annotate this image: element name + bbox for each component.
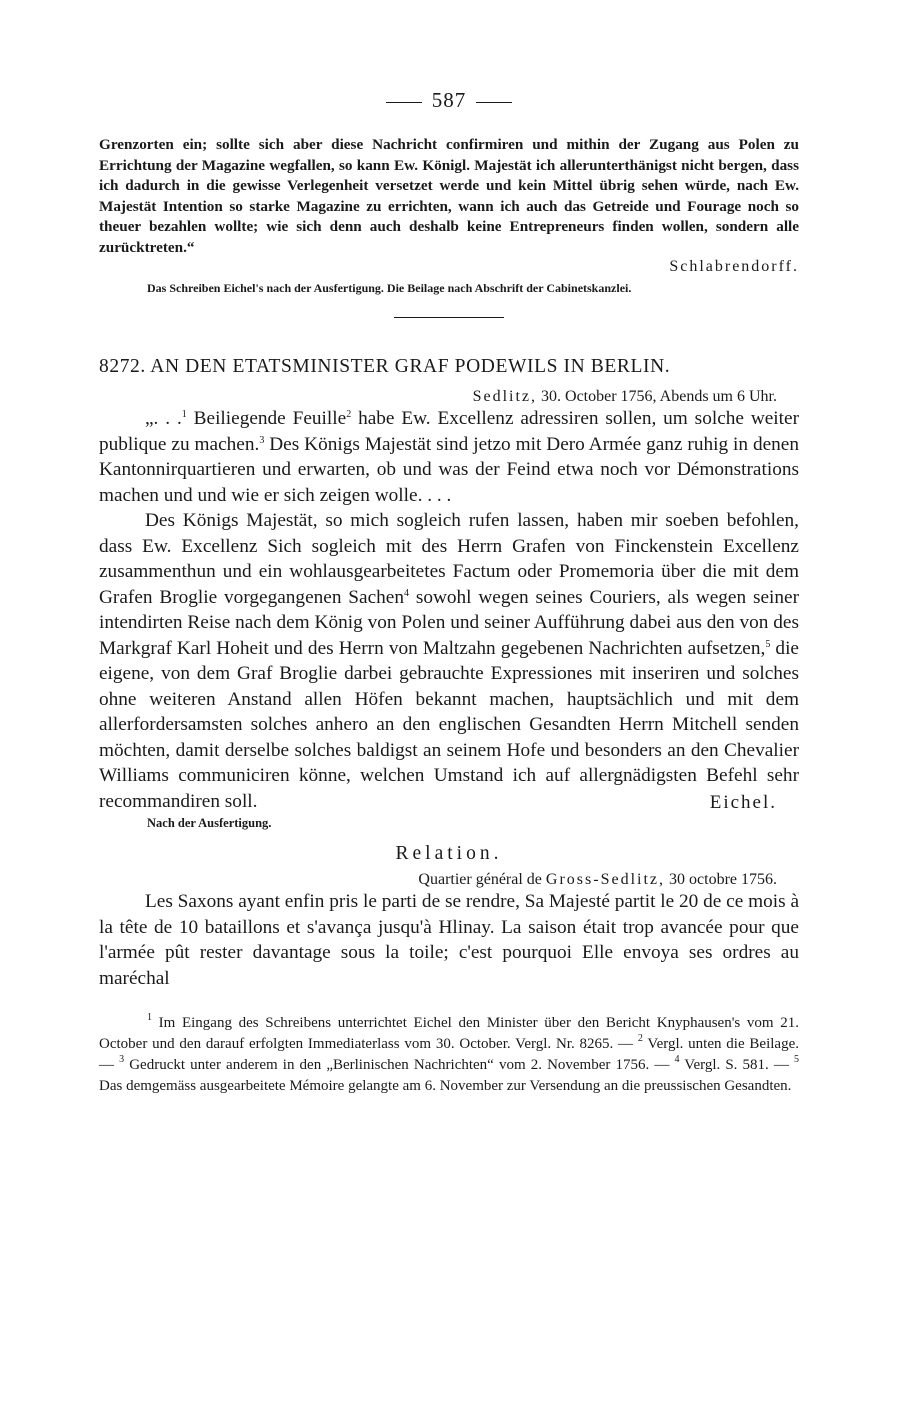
previous-letter-ending <box>99 135 799 277</box>
relation-body <box>99 889 799 991</box>
section-divider <box>394 317 504 318</box>
dateline-place: Sedlitz, <box>472 388 538 406</box>
dateline-date: 30. October 1756, Abends um 6 Uhr. <box>541 388 777 406</box>
page-header <box>99 88 799 113</box>
previous-letter-text: Grenzorten ein; sollte sich aber diese Nachricht confirmiren und mithin der Zugang aus Polen zu Errichtung der Magazine wegfallen, so kann Ew. Königl. Majestät ich allerunterthänigst nicht bergen, dass ich dadurch in die gewisse Verlegenheit versetzet werde und kein Mittel übrig sehen würde, nach Ew. Majestät Intention so starke Magazine zu errichten, wann ich auch das Getreide und Fourage noch so theuer bezahlen wollte; wie sich denn auch deshalb keine Entrepreneurs finden wollen, sondern alle zurücktreten.“ <box>99 136 799 256</box>
signature-schlabrendorff: Schlabrendorff. <box>669 257 799 275</box>
letter-paragraph-1: „. . .$^1$ Beiliegende Feuille$^2$ habe Ew. Excellenz adressiren sollen, um solche weiter publique zu machen.$^3$ Des Königs Majestät sind jetzo mit Dero Armée ganz ruhig in denen Kantonnirquartieren und erwarten, ob und was der Feind etwa noch vor Démonstrations machen und und wie er sich zeigen wolle. . . . <box>99 408 800 506</box>
footnote-ref-5: 5 <box>765 638 771 650</box>
header-dash-right <box>476 102 512 103</box>
letter-dateline <box>99 388 777 406</box>
relation-paragraph-1: Les Saxons ayant enfin pris le parti de se rendre, Sa Majesté partit le 20 de ce mois à la tête de 10 bataillons et s'avança jusqu'à Hlinay. La saison était trop avancée pour que l'armée pût rester davantage sous la toile; c'est pourquoi Elle envoya ses ordres au maréchal <box>99 891 799 989</box>
footnotes <box>99 1013 799 1097</box>
footnote-block: $^1$ Im Eingang des Schreibens unterrichtet Eichel den Minister über den Bericht Knyphausen's vom 21. October und den darauf erfolgten Immediaterlass vom 30. October. Vergl. Nr. 8265. — $^2$ Vergl. unten die Beilage. — $^3$ Gedruckt unter anderem in den „Berlinischen Nachrichten“ vom 2. November 1756. — $^4$ Vergl. S. 581. — $^5$ Das demgemäss ausgearbeitete Mémoire gelangte am 6. November zur Versendung an die preussischen Gesandten. <box>99 1012 799 1095</box>
footnote-ref-2: 2 <box>346 409 352 421</box>
relation-title: Relation. <box>395 843 503 865</box>
source-note: Das Schreiben Eichel's nach der Ausfertigung. Die Beilage nach Abschrift der Cabinetskanzlei. <box>147 281 632 296</box>
letter-source-note: Nach der Ausfertigung. <box>147 816 272 831</box>
header-dash-left <box>386 102 422 103</box>
letter-body <box>99 406 799 814</box>
letter-paragraph-2: Des Königs Majestät, so mich sogleich rufen lassen, haben mir soeben befohlen, dass Ew. Excellenz Sich sogleich mit des Herrn Grafen von Finckenstein Excellenz zusammenthun und ein wohlausgearbeitetes Factum oder Promemoria über die mit dem Grafen Broglie vorgegangenen Sachen$^4$ sowohl wegen seines Couriers, als wegen seiner intendirten Reise nach dem König von Polen und seiner Aufführung dabei aus den von des Markgraf Karl Hoheit und des Herrn von Maltzahn gegebenen Nachrichten aufsetzen,$^5$ die eigene, von dem Graf Broglie darbei gebrauchte Expressiones mit inseriren und solches ohne weiteren Anstand allen Höfen bekannt machen, hauptsächlich und mit dem allerfordersamsten solches anhero an den englischen Gesandten Herrn Mitchell senden möchten, damit derselbe solches baldigst an seinem Hofe und besonders an den Chevalier Williams communiciren könne, welchen Umstand ich auf allergnädigsten Befehl sehr recommandiren soll. <box>99 510 799 812</box>
footnote-ref-4: 4 <box>403 587 409 599</box>
page-number: 587 <box>431 88 467 112</box>
signature-eichel: Eichel. <box>709 792 777 814</box>
relation-dateline: Quartier général de Gross-Sedlitz, 30 octobre 1756. <box>418 871 777 889</box>
footnote-ref-3: 3 <box>259 434 265 446</box>
letter-heading: 8272. AN DEN ETATSMINISTER GRAF PODEWILS IN BERLIN. <box>99 356 671 378</box>
document-page <box>99 88 799 1097</box>
footnote-ref-1: 1 <box>181 409 187 421</box>
